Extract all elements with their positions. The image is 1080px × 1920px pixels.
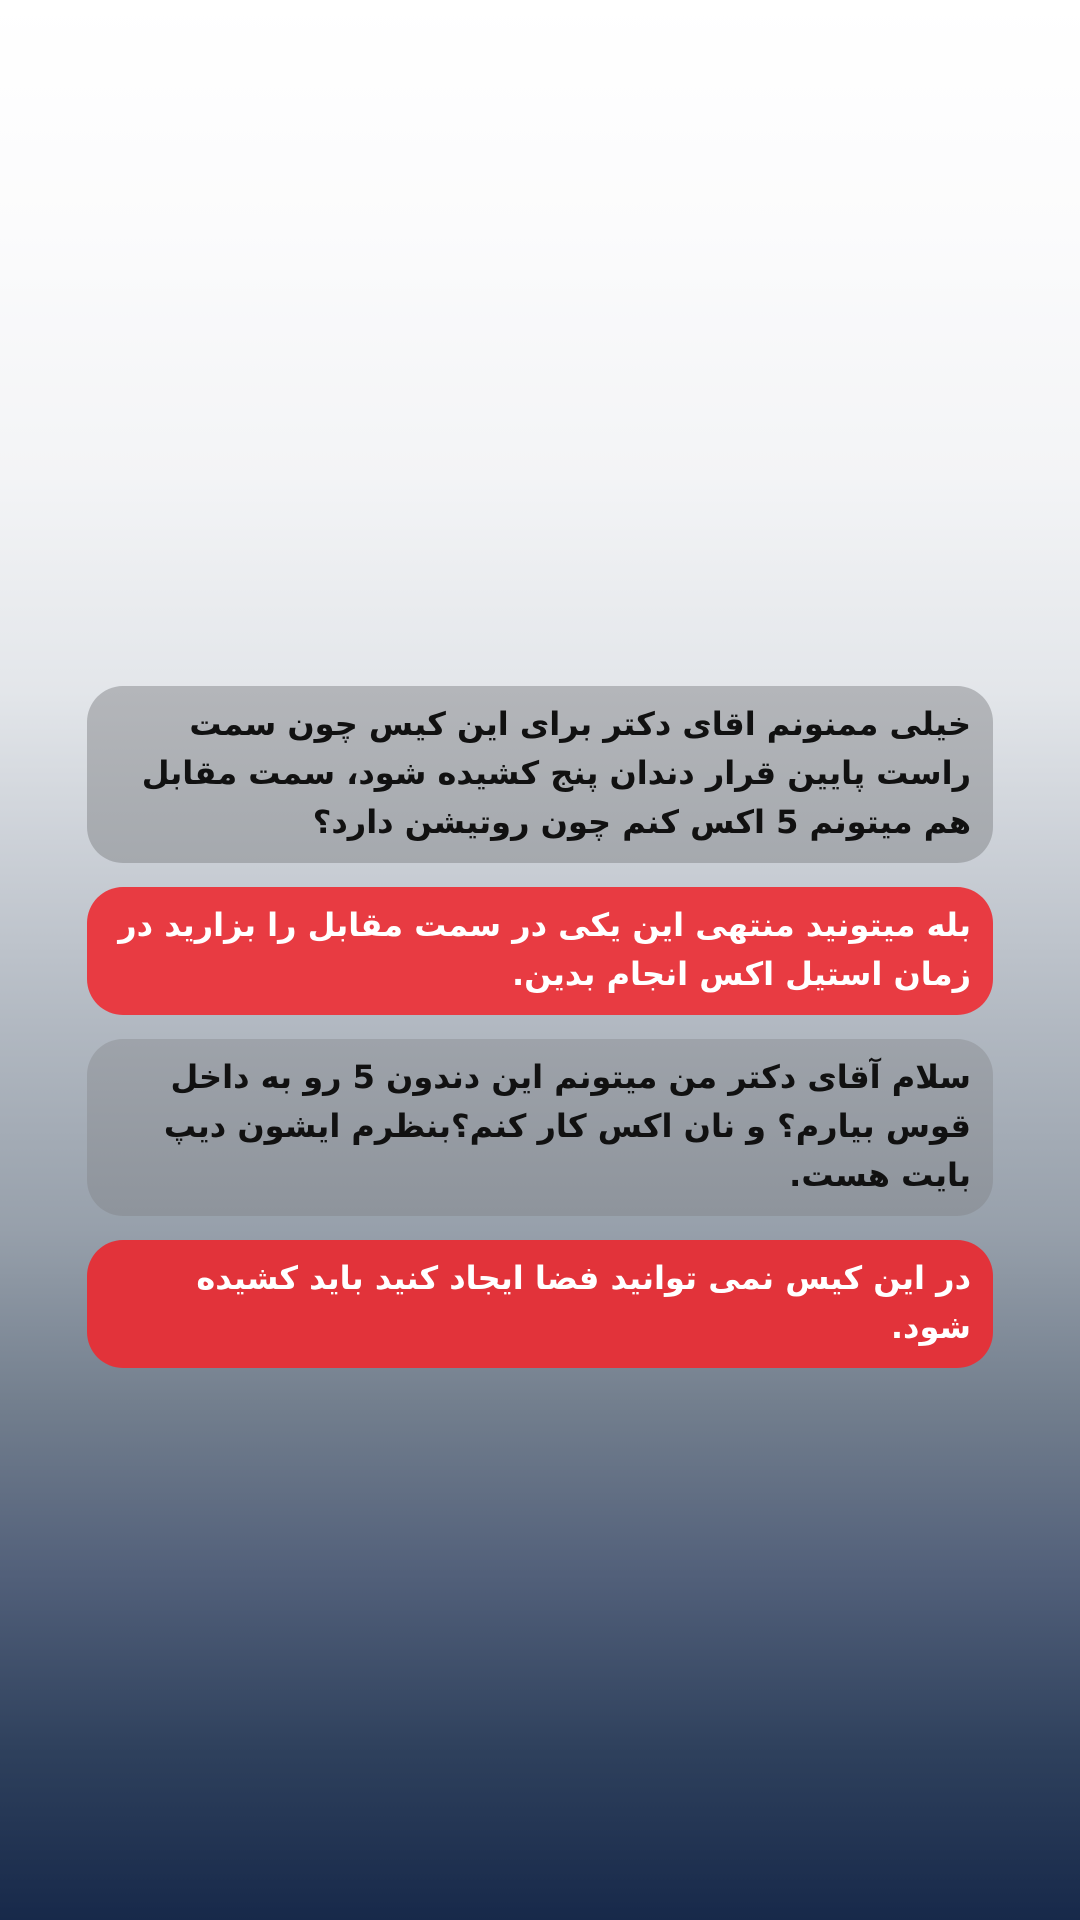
answer-bubble [87, 887, 993, 1015]
message-text: سلام آقای دکتر من میتونم این دندون 5 رو به داخل قوس بیارم؟ و نان اکس کار کنم؟بنظرم ایشون دیپ بایت هست. [163, 1058, 971, 1194]
message-text: بله میتونید منتهی این یکی در سمت مقابل را بزارید در زمان استیل اکس انجام بدین. [118, 906, 971, 993]
answer-bubble [87, 1240, 993, 1368]
question-bubble [87, 1039, 993, 1216]
message-thread [87, 686, 993, 1368]
message-text: خیلی ممنونم اقای دکتر برای این کیس چون سمت راست پایین قرار دندان پنج کشیده شود، سمت مقابل هم میتونم 5 اکس کنم چون روتیشن دارد؟ [141, 705, 971, 841]
question-bubble [87, 686, 993, 863]
message-text: در این کیس نمی توانید فضا ایجاد کنید باید کشیده شود. [196, 1259, 971, 1346]
